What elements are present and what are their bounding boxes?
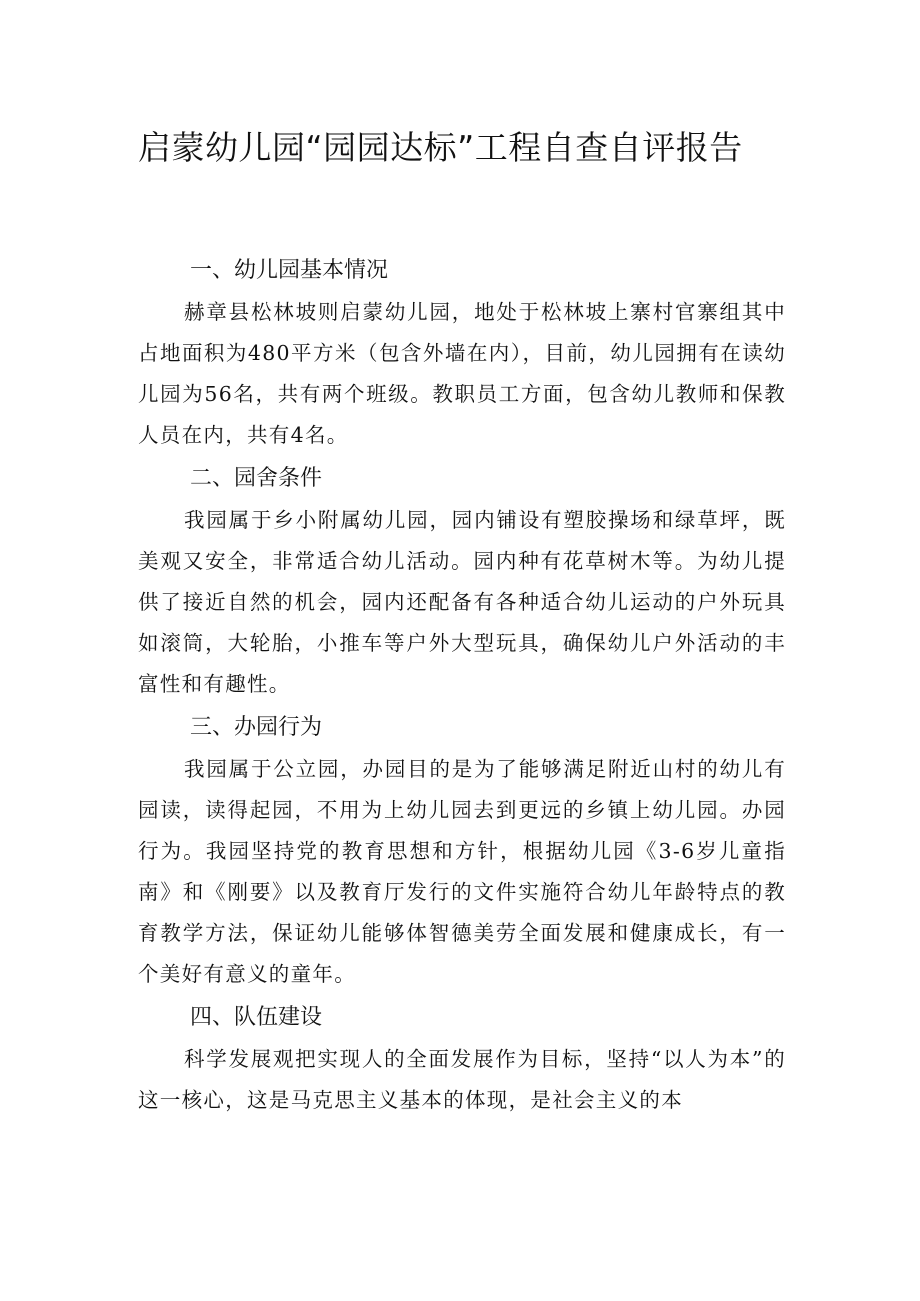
section-heading-basic-info: 一、幼儿园基本情况 — [190, 258, 389, 283]
section-heading-conduct: 三、办园行为 — [190, 715, 323, 740]
document-body — [138, 250, 786, 1123]
document-title: 启蒙幼儿园“园园达标”工程自查自评报告 — [138, 128, 743, 167]
section-paragraph-facilities: 我园属于乡小附属幼儿园，园内铺设有塑胶操场和绿草坪，既美观又安全，非常适合幼儿活动。园内种有花草树木等。为幼儿提供了接近自然的机会，园内还配备有各种适合幼儿运动的户外玩具如滚筒，大轮胎，小推车等户外大型玩具，确保幼儿户外活动的丰富性和有趣性。 — [138, 508, 786, 696]
section-paragraph-conduct: 我园属于公立园，办园目的是为了能够满足附近山村的幼儿有园读，读得起园，不用为上幼儿园去到更远的乡镇上幼儿园。办园行为。我园坚持党的教育思想和方针，根据幼儿园《3-6岁儿童指南》和《刚要》以及教育厅发行的文件实施符合幼儿年龄特点的教育教学方法，保证幼儿能够体智德美劳全面发展和健康成长，有一个美好有意义的童年。 — [138, 757, 786, 986]
section-paragraph-staff: 科学发展观把实现人的全面发展作为目标，坚持“以人为本”的这一核心，这是马克思主义基本的体现，是社会主义的本 — [138, 1047, 786, 1112]
section-heading-facilities: 二、园舍条件 — [190, 466, 323, 491]
section-heading-staff: 四、队伍建设 — [190, 1005, 323, 1030]
section-paragraph-basic-info: 赫章县松林坡则启蒙幼儿园，地处于松林坡上寨村官寨组其中占地面积为480平方米（包含外墙在内），目前，幼儿园拥有在读幼儿园为56名，共有两个班级。教职员工方面，包含幼儿教师和保教人员在内，共有4名。 — [138, 300, 786, 447]
